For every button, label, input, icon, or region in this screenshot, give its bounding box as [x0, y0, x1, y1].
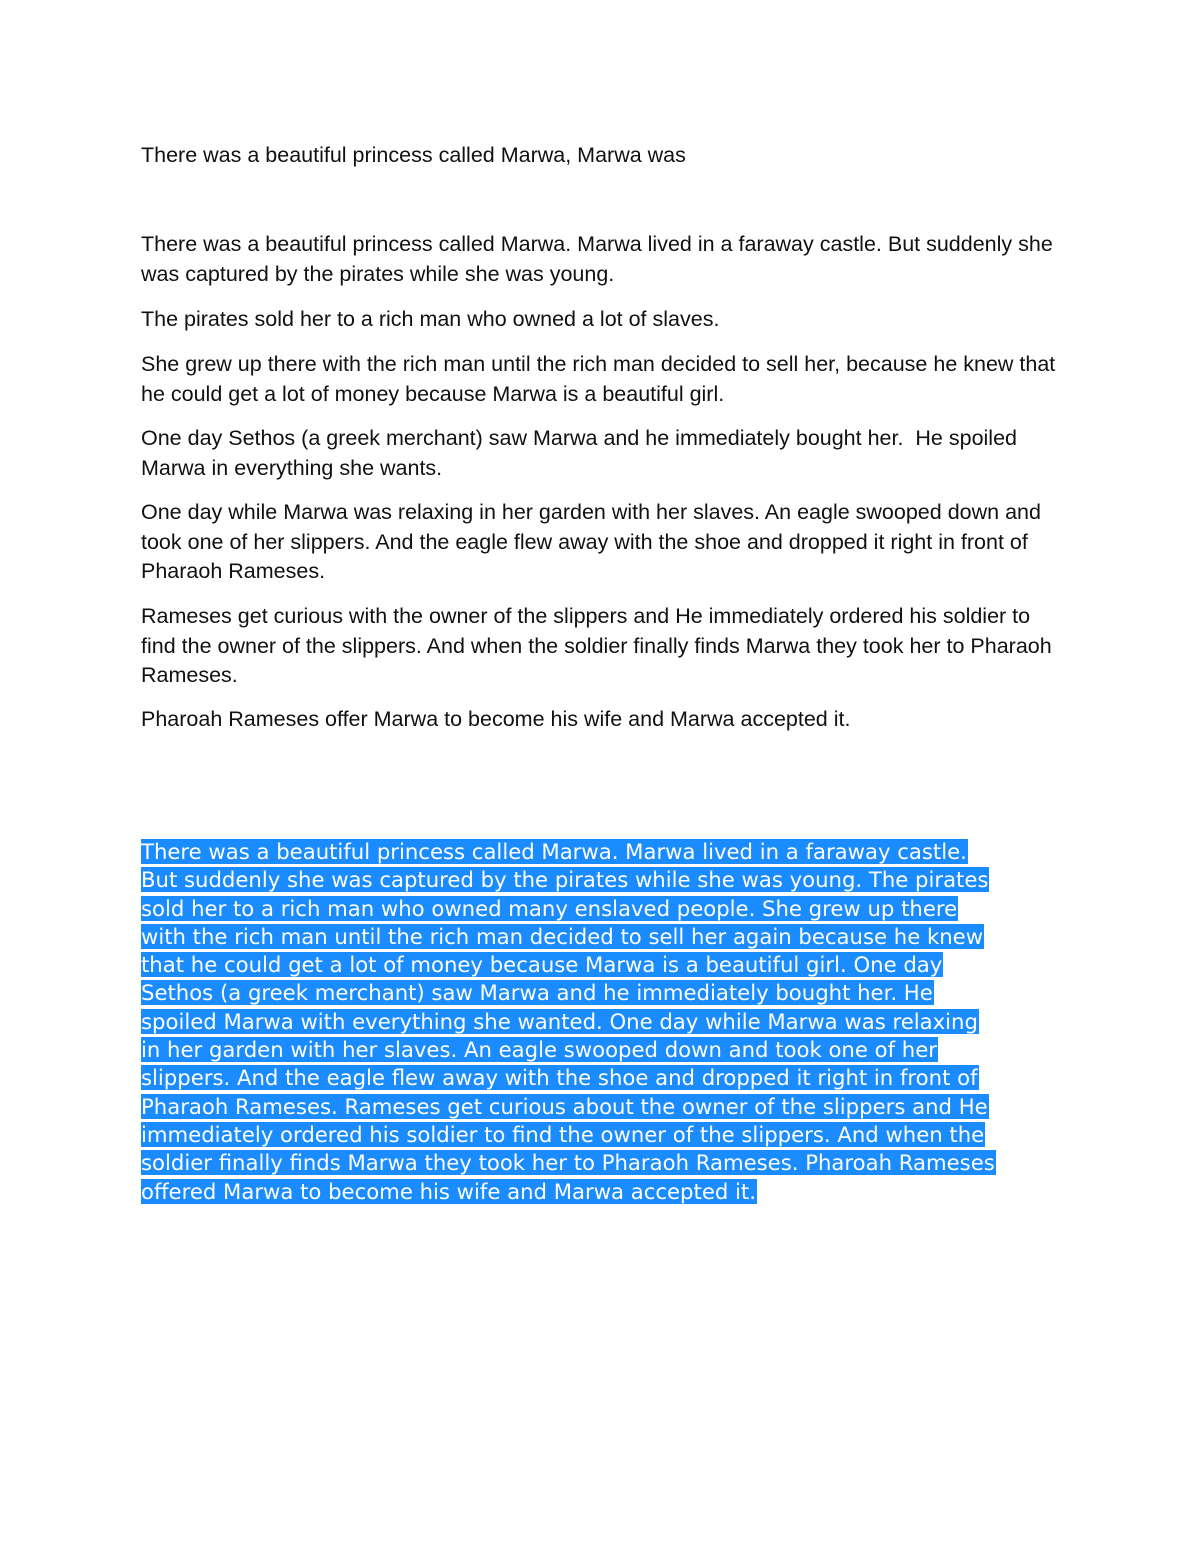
paragraph-3[interactable]: She grew up there with the rich man until the rich man decided to sell her, because he knew that he could get a lot of money because Marwa is a beautiful girl. [141, 352, 1062, 406]
selected-line[interactable]: sold her to a rich man who owned many enslaved people. She grew up there [141, 895, 958, 921]
selected-line[interactable]: immediately ordered his soldier to find the owner of the slippers. And when the [141, 1121, 985, 1147]
selected-line[interactable]: spoiled Marwa with everything she wanted. One day while Marwa was relaxing [141, 1008, 978, 1034]
paragraph-1[interactable]: There was a beautiful princess called Marwa. Marwa lived in a faraway castle. But suddenly she was captured by the pirates while she was young. [141, 232, 1059, 286]
selected-line[interactable]: offered Marwa to become his wife and Marwa accepted it. [141, 1178, 756, 1204]
selected-line[interactable]: Sethos (a greek merchant) saw Marwa and he immediately bought her. He [141, 980, 933, 1006]
selected-line[interactable]: Pharaoh Rameses. Rameses get curious about the owner of the slippers and He [141, 1093, 988, 1119]
selected-line[interactable]: slippers. And the eagle flew away with the shoe and dropped it right in front of [141, 1065, 978, 1091]
paragraph-4[interactable]: One day Sethos (a greek merchant) saw Marwa and he immediately bought her. He spoiled Marwa in everything she wants. [141, 426, 1023, 480]
selected-line[interactable]: that he could get a lot of money because Marwa is a beautiful girl. One day [141, 952, 943, 978]
selected-text-block[interactable] [141, 838, 1081, 1206]
selected-line[interactable]: But suddenly she was captured by the pirates while she was young. The pirates [141, 867, 989, 893]
selected-line[interactable]: soldier finally finds Marwa they took her to Pharaoh Rameses. Pharoah Rameses [141, 1150, 995, 1176]
selected-line[interactable]: There was a beautiful princess called Marwa. Marwa lived in a faraway castle. [141, 839, 967, 864]
paragraph-2[interactable]: The pirates sold her to a rich man who owned a lot of slaves. [141, 307, 720, 331]
draft-line[interactable]: There was a beautiful princess called Marwa, Marwa was [141, 143, 686, 167]
paragraph-7[interactable]: Pharoah Rameses offer Marwa to become his wife and Marwa accepted it. [141, 707, 851, 731]
paragraph-6[interactable]: Rameses get curious with the owner of the slippers and He immediately ordered his soldier to find the owner of the slippers. And when the soldier finally finds Marwa they took her to Pharaoh Rameses. [141, 604, 1058, 687]
selected-line[interactable]: in her garden with her slaves. An eagle swooped down and took one of her [141, 1037, 937, 1063]
paragraph-5[interactable]: One day while Marwa was relaxing in her garden with her slaves. An eagle swooped down and took one of her slippers. And the eagle flew away with the shoe and dropped it right in front of Pharaoh Rameses. [141, 500, 1047, 583]
selected-line[interactable]: with the rich man until the rich man decided to sell her again because he knew [141, 923, 984, 949]
